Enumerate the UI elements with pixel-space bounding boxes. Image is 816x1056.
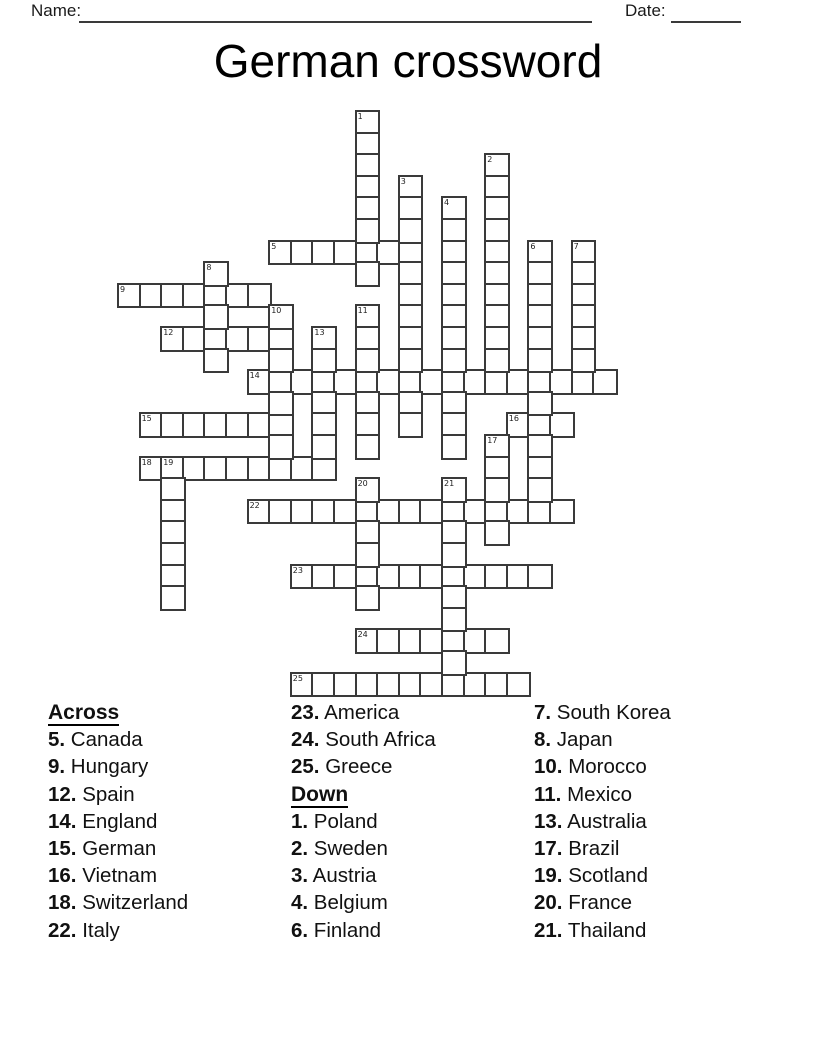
clue-number: 4. bbox=[291, 891, 309, 915]
grid-cell[interactable] bbox=[484, 477, 510, 503]
cell-number: 10 bbox=[271, 306, 282, 316]
clue-number: 5. bbox=[48, 728, 66, 752]
cell-number: 21 bbox=[444, 479, 455, 489]
clue-number: 19. bbox=[534, 864, 563, 888]
clue-item bbox=[534, 889, 784, 916]
cell-number: 2 bbox=[487, 155, 493, 165]
clue-item bbox=[48, 781, 298, 808]
clue-text: Switzerland bbox=[76, 891, 189, 915]
cell-number: 22 bbox=[249, 500, 260, 510]
clue-text: Australia bbox=[562, 809, 647, 833]
clue-number: 11. bbox=[534, 782, 562, 806]
cell-number: 6 bbox=[530, 241, 536, 251]
cell-number: 20 bbox=[357, 479, 368, 489]
grid-cell[interactable] bbox=[355, 261, 381, 287]
clue-text: Scotland bbox=[562, 864, 648, 888]
grid-cell[interactable] bbox=[398, 412, 424, 438]
clue-number: 8. bbox=[534, 728, 552, 752]
grid-cell[interactable] bbox=[203, 348, 229, 374]
clue-number: 16. bbox=[48, 864, 77, 888]
clue-number: 15. bbox=[48, 837, 77, 861]
grid-cell[interactable] bbox=[355, 542, 381, 568]
grid-cell[interactable] bbox=[355, 585, 381, 611]
clue-column-1 bbox=[48, 699, 298, 944]
cell-number: 8 bbox=[206, 263, 212, 273]
clue-text: Morocco bbox=[562, 755, 647, 779]
clue-item bbox=[291, 835, 541, 862]
clue-item bbox=[534, 808, 784, 835]
clue-text: South Africa bbox=[319, 728, 436, 752]
clue-number: 21. bbox=[534, 918, 563, 942]
grid-cell[interactable] bbox=[571, 348, 597, 374]
clue-number: 23. bbox=[291, 701, 320, 724]
grid-cell[interactable] bbox=[160, 585, 186, 611]
cell-number: 3 bbox=[400, 176, 406, 186]
grid-cell[interactable] bbox=[527, 391, 553, 417]
clue-item bbox=[534, 726, 784, 753]
clue-number: 14. bbox=[48, 809, 77, 833]
clue-item bbox=[48, 862, 298, 889]
grid-cell[interactable] bbox=[311, 348, 337, 374]
cell-number: 23 bbox=[292, 565, 303, 575]
grid-cell[interactable] bbox=[203, 261, 229, 287]
clue-number: 6. bbox=[291, 918, 309, 942]
clue-item bbox=[291, 862, 541, 889]
clue-number: 18. bbox=[48, 891, 77, 915]
clue-number: 24. bbox=[291, 728, 320, 752]
clue-text: Spain bbox=[76, 782, 135, 806]
cell-number: 15 bbox=[141, 414, 152, 424]
grid-cell[interactable] bbox=[268, 304, 294, 330]
grid-cell[interactable] bbox=[398, 348, 424, 374]
cell-number: 1 bbox=[357, 112, 363, 121]
clue-number: 20. bbox=[534, 891, 563, 915]
date-input-line[interactable] bbox=[671, 1, 741, 23]
cell-number: 7 bbox=[573, 241, 579, 251]
cell-number: 14 bbox=[249, 371, 260, 381]
clue-item bbox=[48, 889, 298, 916]
clue-column-3 bbox=[534, 699, 784, 944]
clue-text: Sweden bbox=[308, 837, 388, 861]
clue-item bbox=[291, 753, 541, 780]
clue-text: Poland bbox=[308, 809, 378, 833]
grid-cell[interactable] bbox=[268, 348, 294, 374]
clue-number: 10. bbox=[534, 755, 563, 779]
clue-number: 3. bbox=[291, 864, 309, 888]
name-input-line[interactable] bbox=[79, 1, 592, 23]
date-label: Date: bbox=[625, 1, 666, 20]
clue-text: Thailand bbox=[562, 918, 647, 942]
grid-cell[interactable] bbox=[355, 348, 381, 374]
grid-cell[interactable] bbox=[441, 348, 467, 374]
clue-text: German bbox=[76, 837, 157, 861]
clue-item bbox=[534, 699, 784, 726]
name-label: Name: bbox=[31, 1, 82, 20]
cell-number: 24 bbox=[357, 630, 368, 640]
clue-item bbox=[534, 862, 784, 889]
clue-item bbox=[291, 808, 541, 835]
grid-cell[interactable] bbox=[441, 477, 467, 503]
clue-item bbox=[291, 917, 541, 944]
grid-cell[interactable] bbox=[527, 564, 553, 590]
cell-number: 25 bbox=[292, 673, 303, 683]
grid-cell[interactable] bbox=[355, 477, 381, 503]
clue-text: Austria bbox=[308, 864, 377, 888]
clue-text: Mexico bbox=[561, 782, 633, 806]
clue-item bbox=[291, 726, 541, 753]
clue-column-2 bbox=[291, 699, 541, 944]
grid-cell[interactable] bbox=[484, 628, 510, 654]
clue-text: Brazil bbox=[562, 837, 620, 861]
clues-heading: Down bbox=[291, 782, 349, 806]
clue-number: 17. bbox=[534, 837, 563, 861]
clue-number: 7. bbox=[534, 701, 552, 724]
clue-item bbox=[534, 753, 784, 780]
clue-text: Greece bbox=[319, 755, 393, 779]
clue-item bbox=[534, 781, 784, 808]
grid-cell[interactable] bbox=[441, 650, 467, 676]
clue-text: England bbox=[76, 809, 158, 833]
clue-number: 25. bbox=[291, 755, 320, 779]
cell-number: 9 bbox=[120, 284, 126, 294]
clue-text: America bbox=[319, 701, 400, 724]
clue-text: Canada bbox=[65, 728, 143, 752]
clue-text: Belgium bbox=[308, 891, 388, 915]
clue-item bbox=[48, 917, 298, 944]
cell-number: 18 bbox=[141, 457, 152, 467]
clue-text: France bbox=[562, 891, 632, 915]
clue-number: 9. bbox=[48, 755, 66, 779]
clue-text: Italy bbox=[76, 918, 120, 942]
clue-text: Finland bbox=[308, 918, 382, 942]
cell-number: 17 bbox=[487, 436, 498, 445]
grid-cell[interactable] bbox=[484, 520, 510, 546]
cell-number: 19 bbox=[163, 457, 174, 467]
clue-text: Japan bbox=[551, 728, 613, 752]
clue-number: 22. bbox=[48, 918, 77, 942]
clue-item bbox=[48, 808, 298, 835]
clue-item bbox=[48, 726, 298, 753]
grid-cell[interactable] bbox=[268, 434, 294, 460]
grid-cell[interactable] bbox=[203, 304, 229, 330]
clue-number: 1. bbox=[291, 809, 309, 833]
clue-item bbox=[534, 835, 784, 862]
clue-item bbox=[291, 889, 541, 916]
cell-number: 4 bbox=[444, 198, 450, 208]
grid-cell[interactable] bbox=[355, 434, 381, 460]
grid-cell[interactable] bbox=[355, 218, 381, 244]
clue-text: Vietnam bbox=[76, 864, 158, 888]
grid-cell[interactable] bbox=[484, 348, 510, 374]
clue-item bbox=[534, 917, 784, 944]
cell-number: 13 bbox=[314, 328, 325, 337]
clue-number: 13. bbox=[534, 809, 563, 833]
cell-number: 16 bbox=[508, 414, 519, 424]
clue-text: South Korea bbox=[551, 701, 671, 724]
grid-cell[interactable] bbox=[441, 607, 467, 633]
clues-heading: Across bbox=[48, 701, 120, 724]
grid-cell[interactable] bbox=[311, 434, 337, 460]
cell-number: 5 bbox=[271, 241, 277, 251]
grid-cell[interactable] bbox=[527, 348, 553, 374]
clue-number: 2. bbox=[291, 837, 309, 861]
cell-number: 11 bbox=[357, 306, 368, 316]
clue-text: Hungary bbox=[65, 755, 149, 779]
grid-cell[interactable] bbox=[506, 672, 532, 698]
page-title: German crossword bbox=[213, 35, 603, 87]
grid-cell[interactable] bbox=[441, 434, 467, 460]
grid-cell[interactable] bbox=[398, 218, 424, 244]
grid-cell[interactable] bbox=[441, 542, 467, 568]
clue-item bbox=[291, 699, 541, 726]
clue-item bbox=[48, 835, 298, 862]
clue-item bbox=[48, 753, 298, 780]
grid-cell[interactable] bbox=[527, 477, 553, 503]
grid-cell[interactable] bbox=[268, 391, 294, 417]
cell-number: 12 bbox=[163, 328, 174, 337]
clue-number: 12. bbox=[48, 782, 77, 806]
